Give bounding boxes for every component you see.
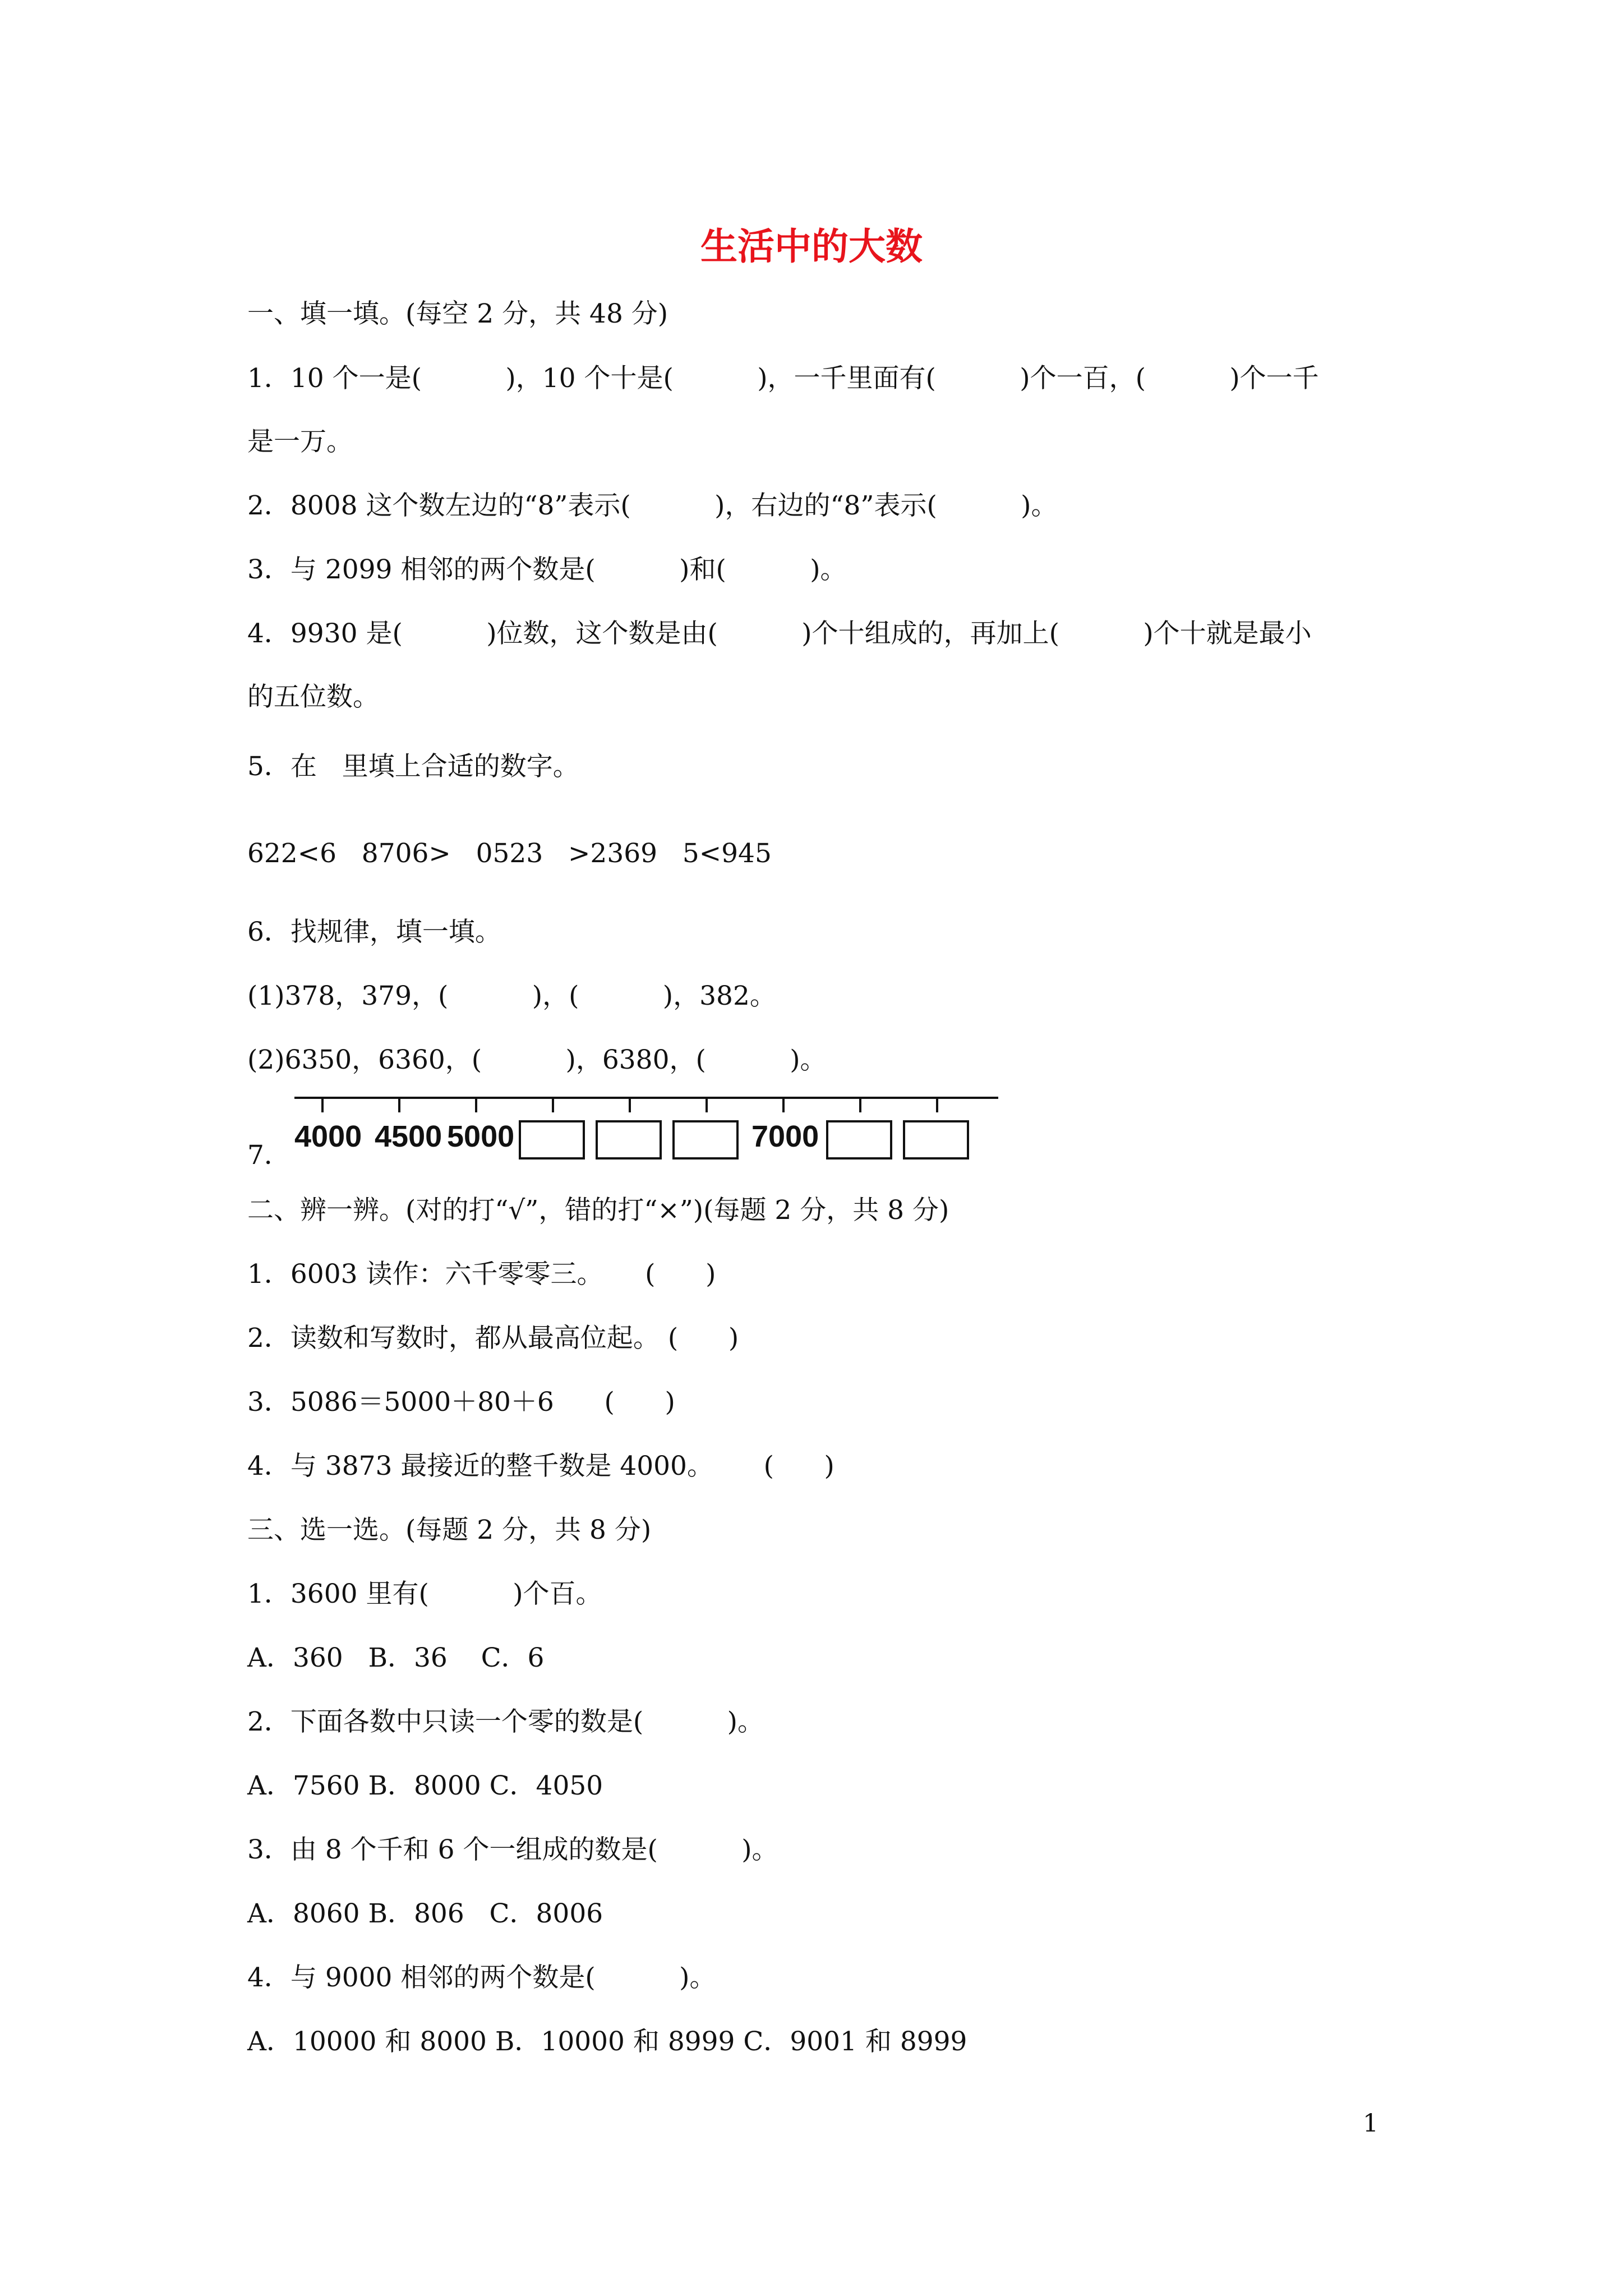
- s2-question-3: 3．5086＝5000＋80＋6 ( ): [247, 1387, 675, 1418]
- s3-question-2-options: A．7560 B．8000 C．4050: [247, 1770, 603, 1801]
- s3-question-4-options: A．10000 和 8000 B．10000 和 8999 C．9001 和 8999: [247, 2026, 967, 2057]
- number-line-tick: [859, 1097, 861, 1112]
- number-line-tick: [936, 1097, 938, 1112]
- s2-question-2: 2．读数和写数时，都从最高位起。 ( ): [247, 1323, 739, 1354]
- number-line-answer-box[interactable]: [826, 1120, 892, 1159]
- s3-question-2: 2．下面各数中只读一个零的数是( )。: [247, 1706, 764, 1737]
- s1-question-1-line-1: 1．10 个一是( )，10 个十是( )，一千里面有( )个一百，( )个一千: [247, 363, 1319, 394]
- number-line-answer-box[interactable]: [596, 1120, 662, 1159]
- number-line-tick: [782, 1097, 785, 1112]
- s1-question-4-line-1: 4．9930 是( )位数，这个数是由( )个十组成的，再加上( )个十就是最小: [247, 618, 1312, 649]
- number-line-answer-box[interactable]: [519, 1120, 585, 1159]
- s1-question-6-part-1: (1)378，379，( )，( )，382。: [247, 981, 776, 1011]
- s3-question-4: 4．与 9000 相邻的两个数是( )。: [247, 1962, 716, 1993]
- s1-question-3: 3．与 2099 相邻的两个数是( )和( )。: [247, 554, 847, 585]
- number-line-tick: [552, 1097, 554, 1112]
- s1-question-7-number: 7．: [247, 1140, 291, 1171]
- s1-question-2: 2．8008 这个数左边的“8”表示( )，右边的“8”表示( )。: [247, 490, 1058, 521]
- number-line-label: 4000: [294, 1120, 362, 1153]
- number-line-label: 4500: [375, 1120, 442, 1153]
- s3-question-3: 3．由 8 个千和 6 个一组成的数是( )。: [247, 1834, 778, 1865]
- s1-question-6: 6．找规律，填一填。: [247, 917, 501, 947]
- page-title: 生活中的大数: [700, 224, 923, 268]
- section-2-heading: 二、辨一辨。(对的打“√”，错的打“×”)(每题 2 分，共 8 分): [247, 1195, 949, 1226]
- number-line-tick: [398, 1097, 400, 1112]
- s3-question-1: 1．3600 里有( )个百。: [247, 1579, 602, 1609]
- page-number: 1: [1363, 2109, 1378, 2138]
- number-line-tick: [629, 1097, 631, 1112]
- s1-question-6-part-2: (2)6350，6360，( )，6380，( )。: [247, 1045, 827, 1075]
- s3-question-1-options: A．360 B．36 C．6: [247, 1642, 545, 1673]
- number-line-label: 5000: [447, 1120, 515, 1153]
- number-line-answer-box[interactable]: [672, 1120, 739, 1159]
- s1-question-4-line-2: 的五位数。: [247, 682, 379, 712]
- section-3-heading: 三、选一选。(每题 2 分，共 8 分): [247, 1515, 652, 1545]
- number-line-tick: [475, 1097, 477, 1112]
- number-line-tick: [321, 1097, 324, 1112]
- s1-question-1-line-2: 是一万。: [247, 426, 353, 457]
- s1-question-5: 5．在 里填上合适的数字。: [247, 751, 579, 782]
- section-1-heading: 一、填一填。(每空 2 分，共 48 分): [247, 298, 668, 329]
- number-line-tick: [706, 1097, 708, 1112]
- s2-question-1: 1．6003 读作：六千零零三。 ( ): [247, 1259, 716, 1290]
- s2-question-4: 4．与 3873 最接近的整千数是 4000。 ( ): [247, 1451, 834, 1481]
- number-line-label: 7000: [751, 1120, 819, 1153]
- number-line-answer-box[interactable]: [903, 1120, 969, 1159]
- s1-question-5-items: 622<6 8706> 0523 >2369 5<945: [247, 838, 772, 869]
- s3-question-3-options: A．8060 B．806 C．8006: [247, 1898, 603, 1929]
